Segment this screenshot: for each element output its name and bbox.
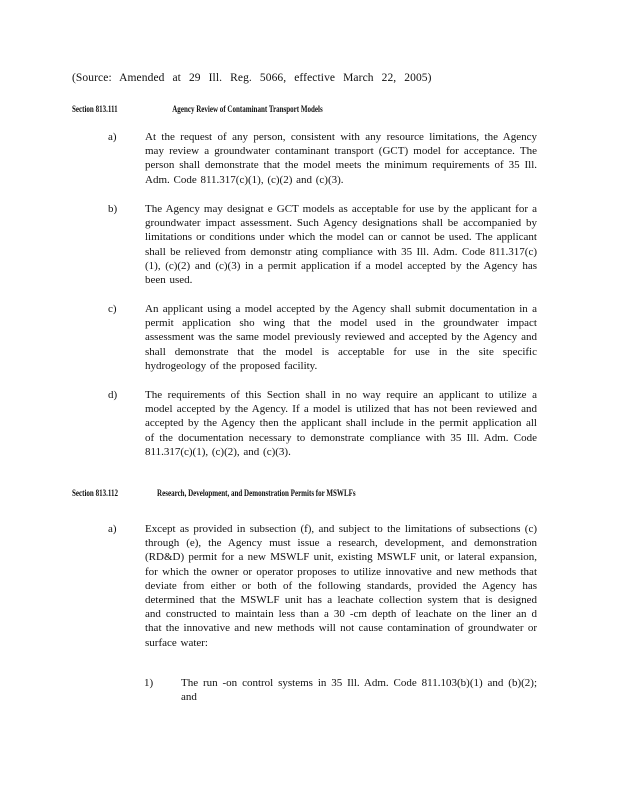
item-text: An applicant using a model accepted by the Agency shall submit documentation in a permit application sho wing that the model used in the groundwater impact assessment was the same model previously reviewed and accepted by the Agency and shall demonstrate that the model is acceptable for use in the site specific hydrogeology of the proposed facility. <box>145 303 537 372</box>
item-text: Except as provided in subsection (f), and subject to the limitations of subsections (c) through (e), the Agency must issue a research, development, and demonstration (RD&D) permit for a new MSWLF unit, existing MSWLF unit, or lateral expansion, for which the owner or operator proposes to utilize innovative and new methods that deviate from either or both of the following standards, provided the Agency has determined that the MSWLF unit has a leachate collection system that is designed and constructed to maintain less than a 30 -cm depth of leachate on the liner an d that the innovative and new methods will not cause contamination of groundwater or surface water: <box>145 523 537 649</box>
item-text: The requirements of this Section shall in no way require an applicant to utilize a model accepted by the Agency. If a model is utilized that has not been reviewed and accepted by the Agency then the applicant shall include in the permit application all of the documentation necessary to demonstrate compliance with 35 Ill. Adm. Code 811.317(c)(1), (c)(2), and (c)(3). <box>145 389 537 458</box>
item-label: 1) <box>144 677 154 689</box>
item-text: The Agency may designat e GCT models as acceptable for use by the applicant for a groundwater impact assessment. Such Agency designations shall be accompanied by limitations or conditions under which the model can or cannot be used. The applicant shall be relieved from demonstr ating compliance with 35 Ill. Adm. Code 811.317(c)(1), (c)(2) and (c)(3) in a permit application if a model accepted by the Agency has been used. <box>145 203 537 287</box>
item-label: b) <box>108 203 118 215</box>
section-title: Agency Review of Contaminant Transport Models <box>172 104 323 114</box>
section-heading-813-112 <box>72 488 356 498</box>
section-number: Section 813.112 <box>72 488 119 498</box>
section-number: Section 813.111 <box>72 104 118 114</box>
item-text: The run -on control systems in 35 Ill. Adm. Code 811.103(b)(1) and (b)(2); and <box>181 677 537 704</box>
source-note: (Source: Amended at 29 Ill. Reg. 5066, effective March 22, 2005) <box>72 72 432 84</box>
item-text: At the request of any person, consistent with any resource limitations, the Agency may review a groundwater contaminant transport (GCT) model for acceptance. The person shall demonstrate that the model meets the minimum requirements of 35 Ill. Adm. Code 811.317(c)(1), (c)(2) and (c)(3). <box>145 131 537 186</box>
item-label: c) <box>108 303 117 315</box>
item-label: d) <box>108 389 118 401</box>
section-heading-813-111 <box>72 104 323 114</box>
item-label: a) <box>108 523 117 535</box>
section-title: Research, Development, and Demonstration Permits for MSWLFs <box>157 488 356 498</box>
item-label: a) <box>108 131 117 143</box>
